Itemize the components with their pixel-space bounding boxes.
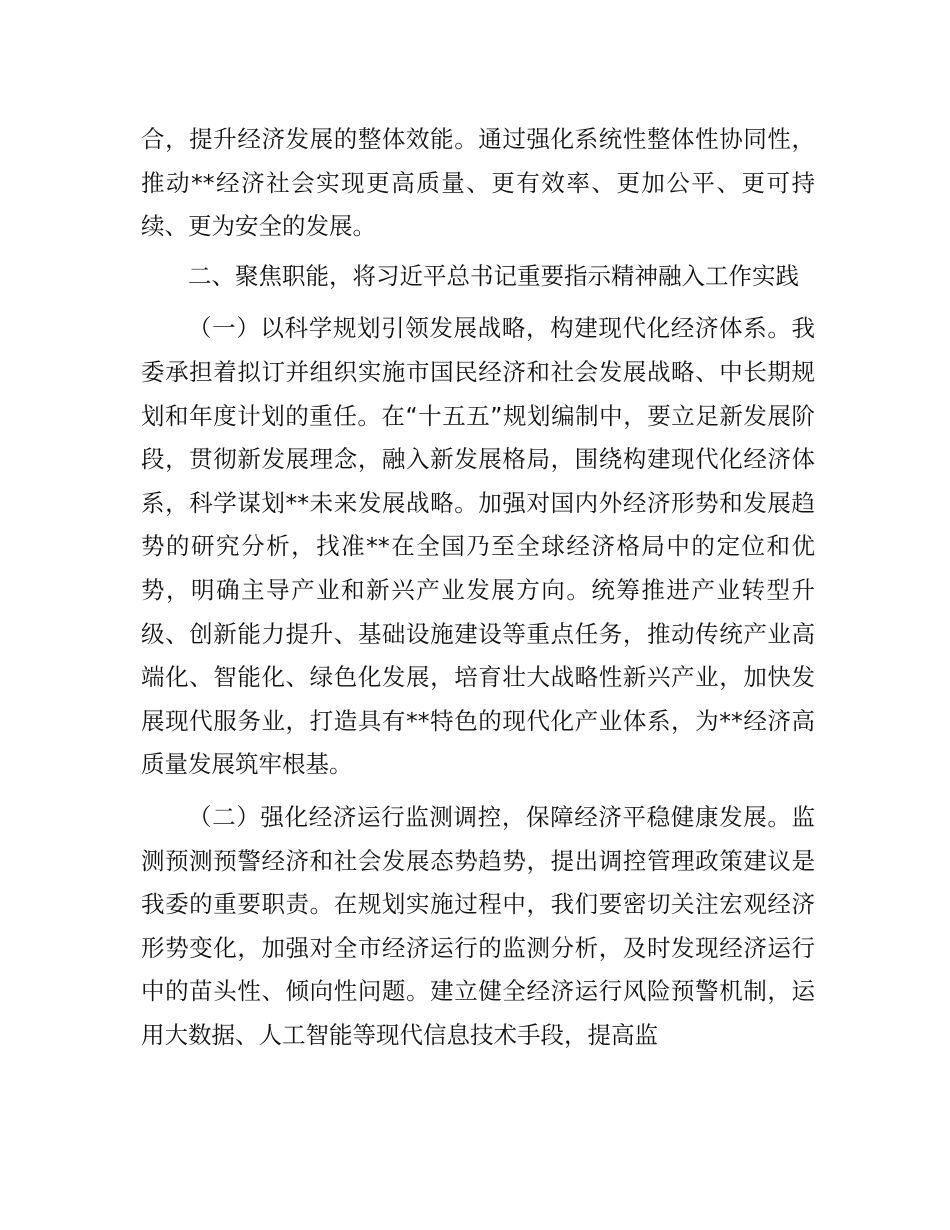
document-body: [141, 118, 815, 1057]
section-heading: 二、聚焦职能，将习近平总书记重要指示精神融入工作实践: [188, 261, 799, 290]
paragraph-subsection-2: （二）强化经济运行监测调控，保障经济平稳健康发展。监测预测预警经济和社会发展态势趋势，提出调控管理政策建议是我委的重要职责。在规划实施过程中，我们要密切关注宏观经济形势变化，加强对全市经济运行的监测分析，及时发现经济运行中的苗头性、倾向性问题。建立健全经济运行风险预警机制，运用大数据、人工智能等现代信息技术手段，提高监: [141, 802, 815, 1049]
paragraph-subsection-1: （一）以科学规划引领发展战略，构建现代化经济体系。我委承担着拟订并组织实施市国民经济和社会发展战略、中长期规划和年度计划的重任。在“十五五”规划编制中，要立足新发展阶段，贯彻新发展理念，融入新发展格局，围绕构建现代化经济体系，科学谋划**未来发展战略。加强对国内外经济形势和发展趋势的研究分析，找准**在全国乃至全球经济格局中的定位和优势，明确主导产业和新兴产业发展方向。统筹推进产业转型升级、创新能力提升、基础设施建设等重点任务，推动传统产业高端化、智能化、绿色化发展，培育壮大战略性新兴产业，加快发展现代服务业，打造具有**特色的现代化产业体系，为**经济高质量发展筑牢根基。: [141, 314, 815, 779]
paragraph-continuation: 合，提升经济发展的整体效能。通过强化系统性整体性协同性，推动**经济社会实现更高质量、更有效率、更加公平、更可持续、更为安全的发展。: [141, 125, 815, 241]
